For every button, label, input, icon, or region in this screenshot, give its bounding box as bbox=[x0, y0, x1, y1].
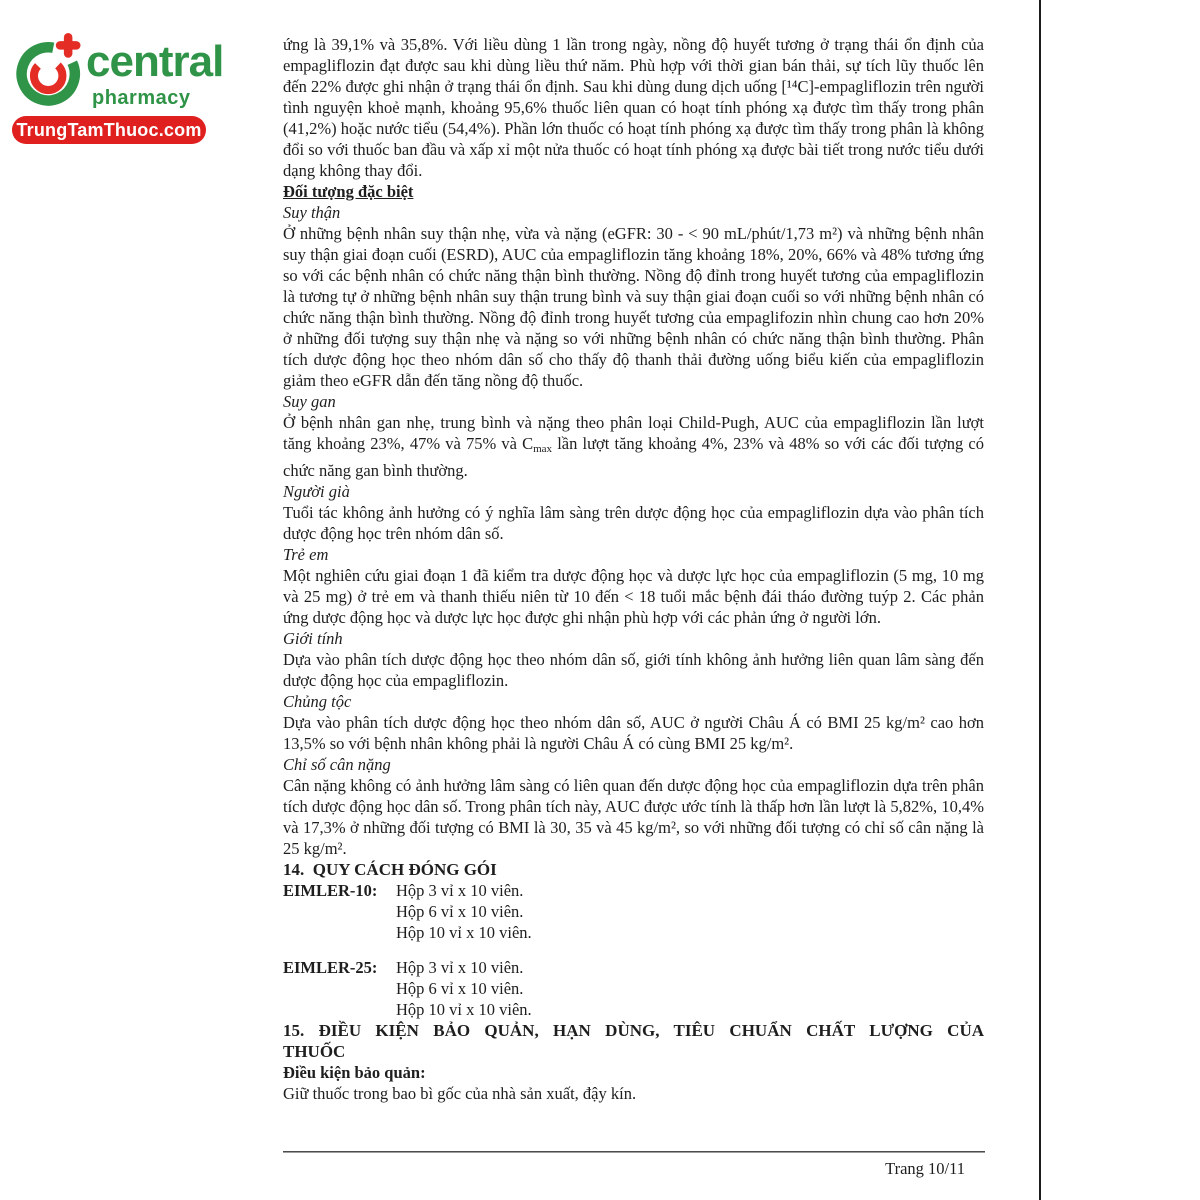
elderly-text: Tuổi tác không ảnh hưởng có ý nghĩa lâm sàng trên dược động học của empagliflozin dựa vào phân tích dược động học trên nhóm dân số. bbox=[283, 503, 984, 543]
storage-heading: 15. ĐIỀU KIỆN BẢO QUẢN, HẠN DÙNG, TIÊU CHUẨN CHẤT LƯỢNG CỦA THUỐC bbox=[283, 1021, 984, 1061]
packaging-item-label: EIMLER-25: bbox=[283, 958, 378, 977]
packaging-item-eimler-10 bbox=[283, 880, 984, 901]
packaging-item-eimler-25 bbox=[283, 957, 984, 978]
body-weight-text: Cân nặng không có ảnh hưởng lâm sàng có liên quan đến dược động học của empagliflozin dựa trên phân tích dược động học dân số. Trong phân tích này, AUC được ước tính là thấp hơn lần lượt là 5,82%, 10,4% và 17,3% ở những đối tượng có BMI là 30, 35 và 45 kg/m², so với những đối tượng có chỉ số cân nặng là 25 kg/m². bbox=[283, 776, 984, 858]
page-border-line bbox=[1039, 0, 1041, 1200]
pediatric-label: Trẻ em bbox=[283, 545, 329, 564]
packaging-heading: 14. QUY CÁCH ĐÓNG GÓI bbox=[283, 860, 497, 879]
storage-condition-label: Điều kiện bảo quản: bbox=[283, 1063, 426, 1082]
footer-rule bbox=[283, 1151, 985, 1153]
gender-text: Dựa vào phân tích dược động học theo nhóm dân số, giới tính không ảnh hưởng liên quan lâm sàng đến dược động học của empagliflozin. bbox=[283, 650, 984, 690]
race-text: Dựa vào phân tích dược động học theo nhóm dân số, AUC ở người Châu Á có BMI 25 kg/m² cao hơn 13,5% so với bệnh nhân không phải là người Châu Á có cùng BMI 25 kg/m². bbox=[283, 713, 984, 753]
packaging-list bbox=[283, 880, 984, 1020]
hepatic-impairment-text bbox=[283, 412, 984, 481]
body-weight-label: Chỉ số cân nặng bbox=[283, 755, 391, 774]
gender-label: Giới tính bbox=[283, 629, 343, 648]
race-label: Chủng tộc bbox=[283, 692, 352, 711]
packaging-item-label: EIMLER-10: bbox=[283, 881, 378, 900]
packaging-line: Hộp 10 vỉ x 10 viên. bbox=[396, 1000, 532, 1019]
pharmacy-cross-icon bbox=[14, 32, 90, 112]
pediatric-text: Một nghiên cứu giai đoạn 1 đã kiểm tra dược động học và dược lực học của empagliflozin (5 mg, 10 mg và 25 mg) ở trẻ em và thanh thiếu niên từ 10 đến < 18 tuổi mắc bệnh đái tháo đường tuýp 2. Các phản ứng dược động học và dược lực học được ghi nhận phù hợp với các phản ứng ở người lớn. bbox=[283, 566, 984, 627]
pharmacy-logo bbox=[0, 0, 230, 160]
storage-condition-text: Giữ thuốc trong bao bì gốc của nhà sản xuất, đậy kín. bbox=[283, 1084, 637, 1103]
renal-impairment-label: Suy thận bbox=[283, 203, 341, 222]
logo-website-badge: TrungTamThuoc.com bbox=[12, 116, 206, 144]
packaging-line: Hộp 10 vỉ x 10 viên. bbox=[396, 923, 532, 942]
leaflet-body bbox=[283, 34, 984, 1104]
page-number: Trang 10/11 bbox=[885, 1159, 965, 1178]
hepatic-text-after: lần lượt tăng khoảng 4%, 23% và 48% so với các đối tượng có chức năng gan bình thường. bbox=[283, 434, 984, 480]
logo-brand-name: central bbox=[86, 37, 224, 86]
packaging-gap bbox=[283, 943, 984, 957]
hepatic-impairment-label: Suy gan bbox=[283, 392, 336, 411]
packaging-line: Hộp 6 vỉ x 10 viên. bbox=[396, 979, 524, 998]
elderly-label: Người già bbox=[283, 482, 350, 501]
cmax-subscript: max bbox=[533, 443, 553, 455]
special-populations-heading: Đối tượng đặc biệt bbox=[283, 182, 414, 201]
pharmacokinetics-paragraph: ứng là 39,1% và 35,8%. Với liều dùng 1 lần trong ngày, nồng độ huyết tương ở trạng thái ổn định của empagliflozin đạt được sau khi dùng liều thứ năm. Phù hợp với thời gian bán thải, sự tích lũy thuốc lên đến 22% được ghi nhận ở trạng thái ổn định. Sau khi dùng dung dịch uống [¹⁴C]-empagliflozin trên người tình nguyện khoẻ mạnh, khoảng 95,6% thuốc liên quan có hoạt tính phóng xạ được tìm thấy trong phân (41,2%) hoặc nước tiểu (54,4%). Phần lớn thuốc có hoạt tính phóng xạ được tìm thấy trong phân là không đổi so với thuốc ban đầu và xấp xỉ một nửa thuốc có hoạt tính phóng xạ được bài tiết trong nước tiểu dưới dạng không thay đổi. bbox=[283, 35, 984, 180]
packaging-line: Hộp 3 vỉ x 10 viên. bbox=[396, 958, 524, 977]
packaging-line: Hộp 3 vỉ x 10 viên. bbox=[396, 881, 524, 900]
renal-impairment-text: Ở những bệnh nhân suy thận nhẹ, vừa và nặng (eGFR: 30 - < 90 mL/phút/1,73 m²) và những bệnh nhân suy thận giai đoạn cuối (ESRD), AUC của empagliflozin tăng khoảng 18%, 20%, 66% và 48% tương ứng so với các bệnh nhân có chức năng thận bình thường. Nồng độ đỉnh trong huyết tương của empagliflozin là tương tự ở những bệnh nhân suy thận trung bình và suy thận giai đoạn cuối so với những bệnh nhân có chức năng thận bình thường. Nồng độ đỉnh trong huyết tương của empaglifozin nhìn chung cao hơn 20% ở những đối tượng suy thận nhẹ và nặng so với những bệnh nhân có chức năng thận bình thường. Phân tích dược động học theo nhóm dân số cho thấy độ thanh thải đường uống biểu kiến của empagliflozin giảm theo eGFR dẫn đến tăng nồng độ thuốc. bbox=[283, 224, 984, 390]
logo-brand-subtitle: pharmacy bbox=[92, 87, 191, 109]
packaging-line: Hộp 6 vỉ x 10 viên. bbox=[396, 902, 524, 921]
hepatic-text-before: Ở bệnh nhân gan nhẹ, trung bình và nặng theo phân loại Child-Pugh, AUC của empagliflozin lần lượt tăng khoảng 23%, 47% và 75% và C bbox=[283, 413, 984, 453]
